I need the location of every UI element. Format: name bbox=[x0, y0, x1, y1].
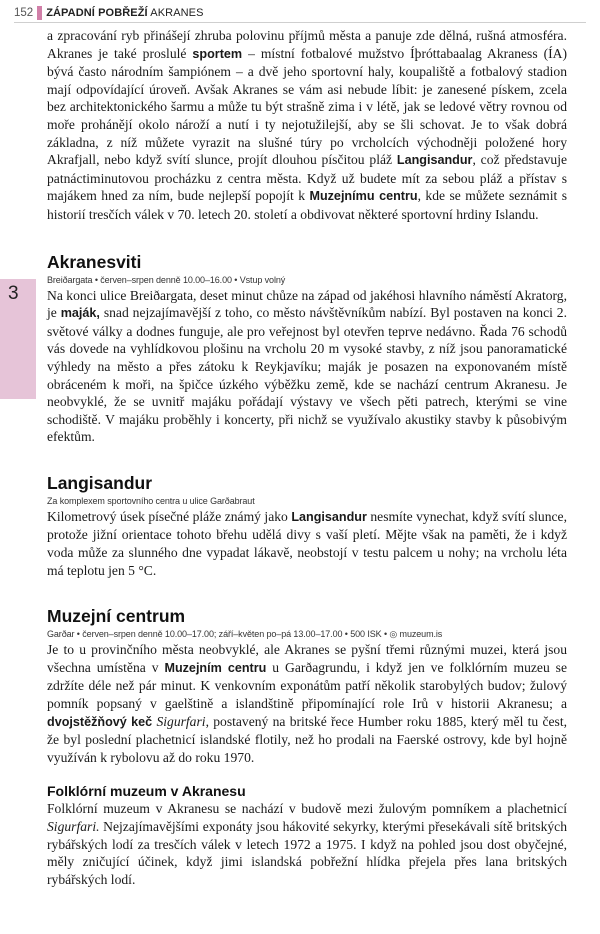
running-header bbox=[14, 6, 204, 20]
intro-keyword-langisandur: Langisandur bbox=[396, 153, 473, 168]
ship-name: Sigurfari bbox=[156, 713, 206, 729]
section-langisandur bbox=[47, 472, 567, 579]
running-title bbox=[46, 7, 203, 19]
chapter-tab bbox=[0, 279, 36, 399]
text-part-1: Je to u provinčního města neobvyklé, ale Akranes se pyšní třemi různými muzei, která jsou všechna umístěna v bbox=[47, 642, 567, 675]
section-text bbox=[47, 641, 567, 766]
chapter-number: 3 bbox=[8, 283, 19, 304]
header-color-bar bbox=[37, 6, 42, 20]
subsection-title: Folklórní muzeum v Akranesu bbox=[47, 783, 246, 800]
text-part-3: , postavený na britské řece Humber roku 1885, který měl tu čest, že byl poslední plachetnicí islandské flotily, než ho prodali na Faerské ostrovy, kde byl hojně využíván k rybolovu až do roku 1970. bbox=[47, 713, 567, 765]
intro-keyword-muzejni: Muzejnímu centru bbox=[309, 189, 418, 204]
ship-name: Sigurfari. bbox=[47, 819, 100, 834]
text-part-1: Folklórní muzeum v Akranesu se nachází v budově mezi žulovým pomníkem a plachetnicí bbox=[47, 801, 567, 817]
intro-keyword-sport: sportem bbox=[192, 46, 243, 61]
section-akranesviti bbox=[47, 251, 567, 446]
text-part-2: snad nejzajímavější z toho, co město návštěvníkům nabízí. Byl postaven na konci 2. světové války a dodnes funguje, ale pro veřejnost byl otevřen teprve nedávno. Řada 76 schodů vás dovede na vyhlídkovou plošinu na vrcholu 20 m vysoké stavby, z níž jsou panoramatické výhledy na město a přes zátoku k Reykjavíku; maják je posazen na exponovaném místě obráceném k moři, na špičce úzkého výběžku země, kde se nachází centrum Akranesu. Je neobvyklé, že se uvnitř majáku pořádají výstavy ve všech pěti patrech, kterými se vine schodiště. V majáku proběhly i koncerty, při nichž se využívalo akustiky stavby k působivým efektům. bbox=[47, 305, 567, 445]
keyword-kec: dvojstěžňový keč bbox=[47, 714, 153, 729]
section-title: Muzejní centrum bbox=[47, 606, 186, 627]
keyword-langisandur: Langisandur bbox=[291, 509, 367, 524]
text-part-1: Na konci ulice Breiðargata, deset minut chůze na západ od jakéhosi hlavního náměstí Akratorg, je bbox=[47, 287, 567, 321]
section-text bbox=[47, 800, 567, 888]
section-meta: Garðar • červen–srpen denně 10.00–17.00; září–květen po–pá 13.00–17.00 • 500 ISK • ◎ muzeum.is bbox=[47, 629, 443, 640]
text-part-1: Kilometrový úsek písečné pláže známý jako bbox=[47, 508, 292, 524]
intro-text-4: , kde se můžete seznámit s historií tresčích válek v 70. letech 20. století a obdivovat některé sportovní hrdiny Islandu. bbox=[47, 188, 567, 222]
intro-text-3: , což představuje patnáctiminutovou procházku z centra města. Když už budete mít za sebou pláž a přístav s majákem hned za ním, bude nejlepší popojít k bbox=[47, 152, 568, 204]
section-meta: Breiðargata • červen–srpen denně 10.00–16.00 • Vstup volný bbox=[47, 274, 286, 285]
running-title-section: ZÁPADNÍ POBŘEŽÍ bbox=[46, 7, 148, 19]
page-number: 152 bbox=[14, 7, 34, 19]
text-part-2: Nejzajímavějšími exponáty jsou hákovité sekyrky, kterými přesekávali sítě britských rybářských lodí za tresčích válek v letech 1972 a 1975. I když na pohled jsou dost obyčejné, měly zničující účinek, když jimi islandská pobřežní hlídka přejela přes lana britských rybářských lodí. bbox=[47, 819, 567, 887]
section-text bbox=[47, 287, 567, 446]
section-folklor bbox=[47, 782, 567, 888]
section-title: Akranesviti bbox=[47, 251, 142, 272]
keyword-muzejni-centrum: Muzejním centru bbox=[164, 660, 267, 675]
section-muzejni-centrum bbox=[47, 605, 567, 766]
header-divider bbox=[14, 22, 586, 23]
intro-text-1: a zpracování ryb přinášejí zhruba polovinu příjmů města a panuje zde dělná, rušná atmosféra. Akranes je také proslulé bbox=[47, 28, 567, 61]
section-title: Langisandur bbox=[47, 472, 153, 493]
keyword-majak: maják, bbox=[60, 306, 100, 321]
text-part-2: nesmíte vynechat, když svítí slunce, protože jižní orientace tohoto břehu udělá divy s vaší pletí. Mějte však na paměti, že i když voda může za slunného dne vypadat lákavě, neobstojí v testu palcem u nohy; na vrcholu léta má teplotu jen 5 °C. bbox=[47, 508, 567, 578]
intro-text-2: – místní fotbalové mužstvo Íþróttabaalag Akraness (ÍA) bývá často národním šampiónem – a dvě jeho sportovní haly, koupaliště a fotbalový stadion mají odpovídající úroveň. Avšak Akranes se vám asi nebude líbit: je zanesené pískem, zcela bez architektonického šarmu a může tu být strašně zima i v létě, jak se ledové větry rovnou od moře prohánějí okolo nároží a nutí i ty nejotužilejší, aby se šli schovat. Je to však dobrá základna, z níž můžete vyrazit na slušné túry po vrcholcích východněji položené hory Akrafjall, nebo když svítí slunce, projít dlouhou písčitou pláž bbox=[47, 45, 568, 168]
running-title-town: AKRANES bbox=[150, 7, 204, 19]
section-text bbox=[47, 508, 567, 579]
intro-paragraph bbox=[47, 27, 567, 224]
page-body bbox=[47, 27, 567, 888]
text-part-2: u Garðagrundu, i když jen ve folklórním muzeu se zdržíte déle než pár minut. K venkovním exponátům patří několik starobylých budov; žulový pomník popsaný v gaelštině a islandštině připomínající role Irů v historii Akranesu; a bbox=[47, 659, 567, 712]
section-meta: Za komplexem sportovního centra u ulice Garðabraut bbox=[47, 495, 255, 506]
